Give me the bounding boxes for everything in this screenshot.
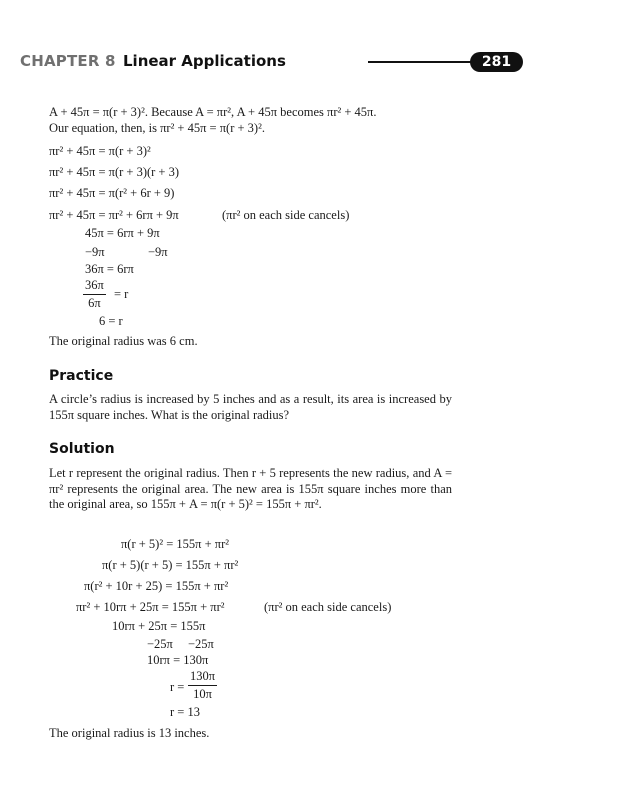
example-intro-line-2: Our equation, then, is πr² + 45π = π(r + 3)².: [49, 121, 265, 135]
example-fraction: [83, 278, 106, 311]
example-conclusion: The original radius was 6 cm.: [49, 334, 198, 348]
solution-fraction-numerator: 130π: [190, 669, 216, 683]
example-step-1: πr² + 45π = π(r + 3)²: [49, 144, 151, 158]
solution-step-3: π(r² + 10r + 25) = 155π + πr²: [84, 579, 229, 593]
solution-step-4: πr² + 10rπ + 25π = 155π + πr²: [76, 600, 225, 614]
solution-fraction-denominator: 10π: [188, 685, 217, 702]
example-fraction-numerator: 36π: [85, 278, 104, 292]
example-step-6-right: −9π: [148, 245, 168, 259]
page-number-badge: 281: [470, 52, 523, 72]
practice-heading: Practice: [49, 368, 114, 384]
solution-step-9: r = 13: [170, 705, 200, 719]
solution-step-5: 10rπ + 25π = 155π: [112, 619, 206, 633]
header-rule: [368, 61, 478, 63]
example-step-9: 6 = r: [99, 314, 123, 328]
example-step-4: πr² + 45π = πr² + 6rπ + 9π: [49, 208, 179, 222]
solution-step-7: 10rπ = 130π: [147, 653, 209, 667]
example-step-7: 36π = 6rπ: [85, 262, 134, 276]
practice-text: A circle’s radius is increased by 5 inches and as a result, its area is increased by 155π square inches. What is the original radius?: [49, 392, 452, 422]
solution-step-6-left: −25π: [147, 637, 173, 651]
example-step-2: πr² + 45π = π(r + 3)(r + 3): [49, 165, 180, 179]
solution-fraction: [188, 669, 217, 702]
solution-step-1: π(r + 5)² = 155π + πr²: [121, 537, 229, 551]
solution-step-2: π(r + 5)(r + 5) = 155π + πr²: [102, 558, 239, 572]
page-header: [20, 52, 525, 74]
example-step-4-note: (πr² on each side cancels): [222, 208, 350, 222]
chapter-title: Linear Applications: [123, 52, 286, 70]
example-step-6-left: −9π: [85, 245, 105, 259]
solution-step-6-right: −25π: [188, 637, 214, 651]
example-step-5: 45π = 6rπ + 9π: [85, 226, 160, 240]
example-fraction-rhs: = r: [114, 287, 129, 301]
example-step-3: πr² + 45π = π(r² + 6r + 9): [49, 186, 175, 200]
solution-step-4-note: (πr² on each side cancels): [264, 600, 392, 614]
example-fraction-denominator: 6π: [83, 294, 106, 311]
example-intro-line-1: A + 45π = π(r + 3)². Because A = πr², A + 45π becomes πr² + 45π.: [49, 105, 377, 119]
solution-conclusion: The original radius is 13 inches.: [49, 726, 210, 740]
solution-fraction-lhs: r =: [170, 680, 185, 694]
chapter-label: CHAPTER 8: [20, 52, 116, 70]
solution-heading: Solution: [49, 441, 115, 457]
solution-text: Let r represent the original radius. Then r + 5 represents the new radius, and A = πr² represents the original area. The new area is 155π square inches more than the original area, so 155π + A = π(r + 5)² = 155π + πr².: [49, 466, 452, 511]
